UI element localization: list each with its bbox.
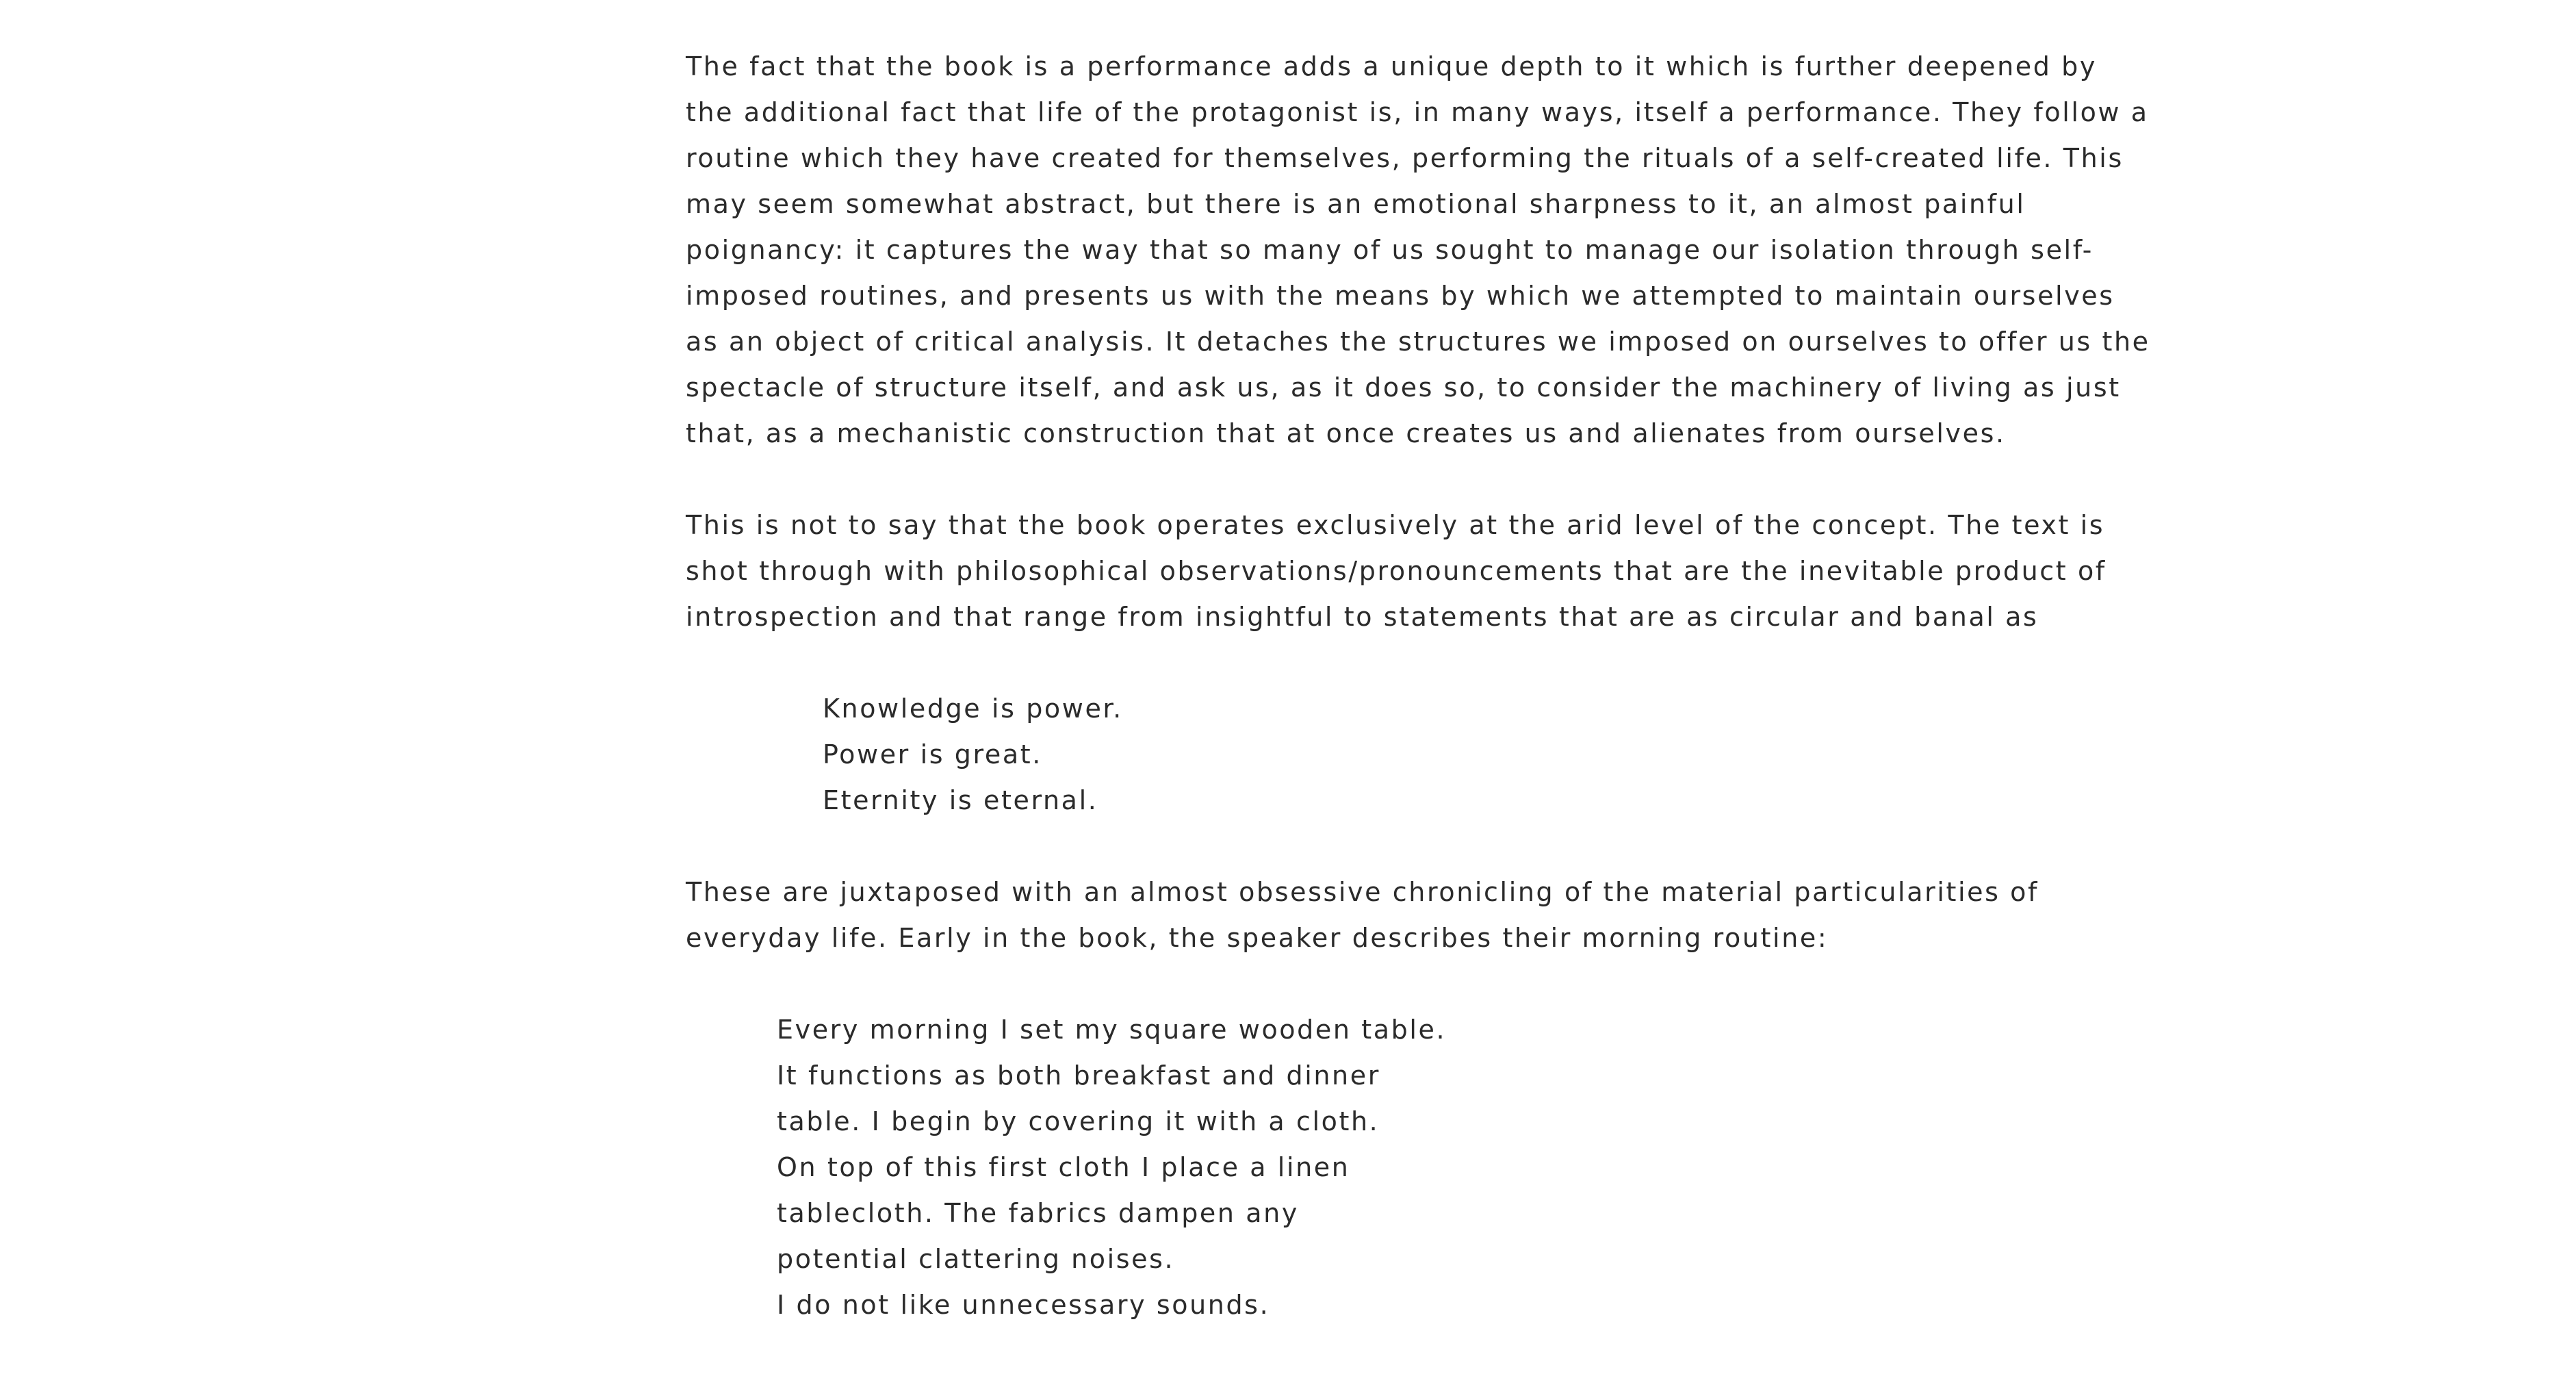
quote-morning-routine — [686, 1007, 2055, 1328]
quote-line: Knowledge is power. — [823, 694, 1123, 724]
quote-line: On top of this first cloth I place a linen — [777, 1152, 1350, 1182]
text-line: spectacle of structure itself, and ask us, as it does so, to consider the machinery of living as just — [686, 372, 2121, 403]
text-line: imposed routines, and presents us with the means by which we attempted to maintain ourselves — [686, 281, 2115, 311]
quote-line: Every morning I set my square wooden table. — [777, 1015, 1447, 1045]
text-line: The fact that the book is a performance adds a unique depth to it which is further deepened by — [686, 51, 2097, 81]
text-line: as an object of critical analysis. It detaches the structures we imposed on ourselves to offer us the — [686, 327, 2150, 357]
text-line: introspection and that range from insightful to statements that are as circular and banal as — [686, 602, 2039, 632]
quote-line: tablecloth. The fabrics dampen any — [777, 1198, 1299, 1228]
text-line: the additional fact that life of the protagonist is, in many ways, itself a performance. They follow a — [686, 97, 2149, 127]
text-line: may seem somewhat abstract, but there is an emotional sharpness to it, an almost painful — [686, 189, 2026, 219]
quote-line: It functions as both breakfast and dinner — [777, 1060, 1380, 1091]
quote-line: table. I begin by covering it with a cloth. — [777, 1106, 1380, 1136]
text-line: These are juxtaposed with an almost obsessive chronicling of the material particularities of — [686, 877, 2039, 907]
text-line: that, as a mechanistic construction that at once creates us and alienates from ourselves. — [686, 418, 2006, 448]
text-line: poignancy: it captures the way that so many of us sought to manage our isolation through self- — [686, 235, 2094, 265]
text-line: routine which they have created for themselves, performing the rituals of a self-created life. This — [686, 143, 2124, 173]
quote-line: Eternity is eternal. — [823, 785, 1098, 815]
paragraph-concept — [686, 502, 2107, 640]
quote-aphorisms — [686, 686, 2055, 824]
quote-line: potential clattering noises. — [777, 1244, 1175, 1274]
paragraph-performance — [686, 44, 2150, 457]
article-body — [686, 44, 2150, 1374]
quote-line: I do not like unnecessary sounds. — [777, 1290, 1270, 1320]
text-line: shot through with philosophical observations/pronouncements that are the inevitable product of — [686, 556, 2107, 586]
paragraph-chronicling — [686, 869, 2055, 961]
text-line: everyday life. Early in the book, the speaker describes their morning routine: — [686, 923, 1829, 953]
text-line: This is not to say that the book operates exclusively at the arid level of the concept. The text is — [686, 510, 2105, 540]
quote-line: Power is great. — [823, 739, 1042, 769]
